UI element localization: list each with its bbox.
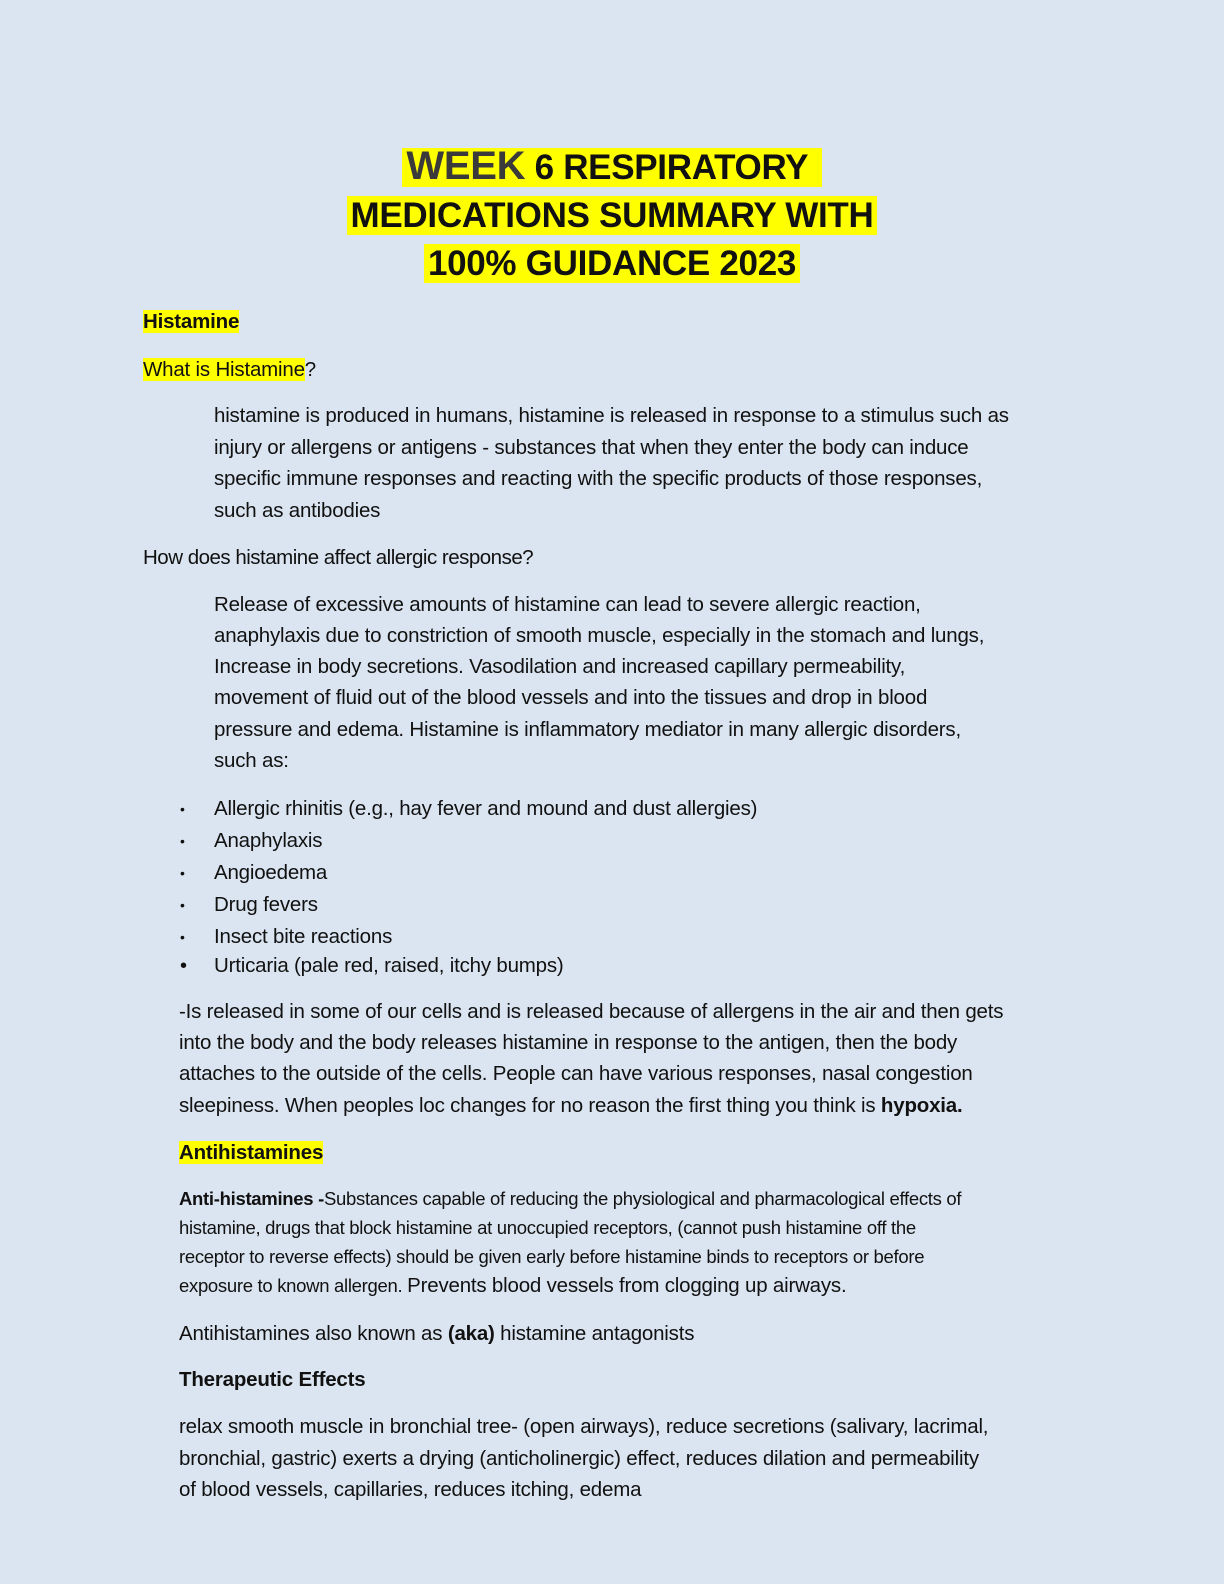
allergic-answer-line: Increase in body secretions. Vasodilation and increased capillary permeability,: [214, 655, 906, 678]
aka-bold: (aka): [447, 1322, 495, 1345]
list-item: Urticaria (pale red, raised, itchy bumps): [214, 954, 564, 977]
title-line-1-rest: 6 RESPIRATORY: [525, 148, 809, 187]
bullet-icon: •: [180, 929, 185, 945]
def-line4-small: exposure to known allergen.: [179, 1275, 408, 1296]
allergic-answer-line: anaphylaxis due to constriction of smooth muscle, especially in the stomach and lungs,: [214, 624, 985, 647]
bullet-icon: •: [180, 865, 185, 881]
def-line4-rest: Prevents blood vessels from clogging up airways.: [407, 1274, 847, 1297]
allergic-answer-line: movement of fluid out of the blood vessels and into the tissues and drop in blood: [214, 686, 928, 709]
antihistamine-def-line: receptor to reverse effects) should be given early before histamine binds to receptors or before: [179, 1246, 925, 1267]
histamine-heading: [143, 306, 239, 338]
antihistamine-def-line: [179, 1183, 961, 1215]
allergic-answer-line: pressure and edema. Histamine is inflammatory mediator in many allergic disorders,: [214, 718, 961, 741]
list-item: Angioedema: [214, 861, 328, 884]
histamine-answer-line: histamine is produced in humans, histamine is released in response to a stimulus such as: [214, 404, 1009, 427]
effects-line: bronchial, gastric) exerts a drying (anticholinergic) effect, reduces dilation and permeability: [179, 1447, 979, 1470]
histamine-heading-text: Histamine: [143, 310, 240, 333]
def-term: Anti-histamines -: [179, 1188, 324, 1209]
bullet-icon: •: [180, 801, 185, 817]
bullet-icon: •: [180, 955, 187, 977]
effects-line: relax smooth muscle in bronchial tree- (open airways), reduce secretions (salivary, lacrimal,: [179, 1415, 989, 1438]
release-line: attaches to the outside of the cells. People can have various responses, nasal congestion: [179, 1062, 973, 1085]
release-line: -Is released in some of our cells and is released because of allergens in the air and then gets: [179, 1000, 1004, 1023]
antihistamines-heading-text: Antihistamines: [179, 1141, 324, 1164]
question-highlight: What is Histamine: [143, 358, 305, 381]
allergic-response-question: How does histamine affect allergic response?: [143, 546, 534, 569]
antihistamine-def-line: histamine, drugs that block histamine at unoccupied receptors, (cannot push histamine off the: [179, 1217, 916, 1238]
list-item: Anaphylaxis: [214, 829, 323, 852]
bullet-icon: •: [180, 897, 185, 913]
list-item: Insect bite reactions: [214, 925, 393, 948]
effects-line: of blood vessels, capillaries, reduces itching, edema: [179, 1478, 642, 1501]
release-last-line: [179, 1090, 962, 1122]
antihistamine-def-line: [179, 1270, 846, 1302]
def-text: Substances capable of reducing the physiological and pharmacological effects of: [323, 1188, 962, 1209]
title-line-3: 100% GUIDANCE 2023: [424, 244, 800, 283]
list-item: Allergic rhinitis (e.g., hay fever and mound and dust allergies): [214, 797, 758, 820]
title-week: WEEK: [406, 144, 526, 188]
antihistamines-heading: [179, 1137, 323, 1169]
aka-line: [179, 1318, 694, 1350]
aka-pre: Antihistamines also known as: [179, 1322, 448, 1345]
title-line-1: [402, 144, 821, 188]
allergic-answer-line: Release of excessive amounts of histamine can lead to severe allergic reaction,: [214, 593, 921, 616]
histamine-answer-line: specific immune responses and reacting with the specific products of those responses,: [214, 467, 983, 490]
list-item: Drug fevers: [214, 893, 318, 916]
release-line: into the body and the body releases histamine in response to the antigen, then the body: [179, 1031, 958, 1054]
histamine-answer-line: such as antibodies: [214, 499, 381, 522]
what-is-histamine-question: [143, 354, 316, 386]
document-title: [0, 142, 1224, 288]
histamine-answer-line: injury or allergens or antigens - substances that when they enter the body can induce: [214, 436, 969, 459]
aka-post: histamine antagonists: [494, 1322, 695, 1345]
title-line-2: MEDICATIONS SUMMARY WITH: [347, 196, 878, 235]
bullet-icon: •: [180, 833, 185, 849]
hypoxia-bold: hypoxia.: [880, 1094, 963, 1117]
therapeutic-effects-heading: Therapeutic Effects: [179, 1368, 366, 1391]
release-last-text: sleepiness. When peoples loc changes for no reason the first thing you think is: [179, 1094, 881, 1117]
allergic-answer-line: such as:: [214, 749, 289, 772]
question-mark: ?: [304, 358, 316, 381]
